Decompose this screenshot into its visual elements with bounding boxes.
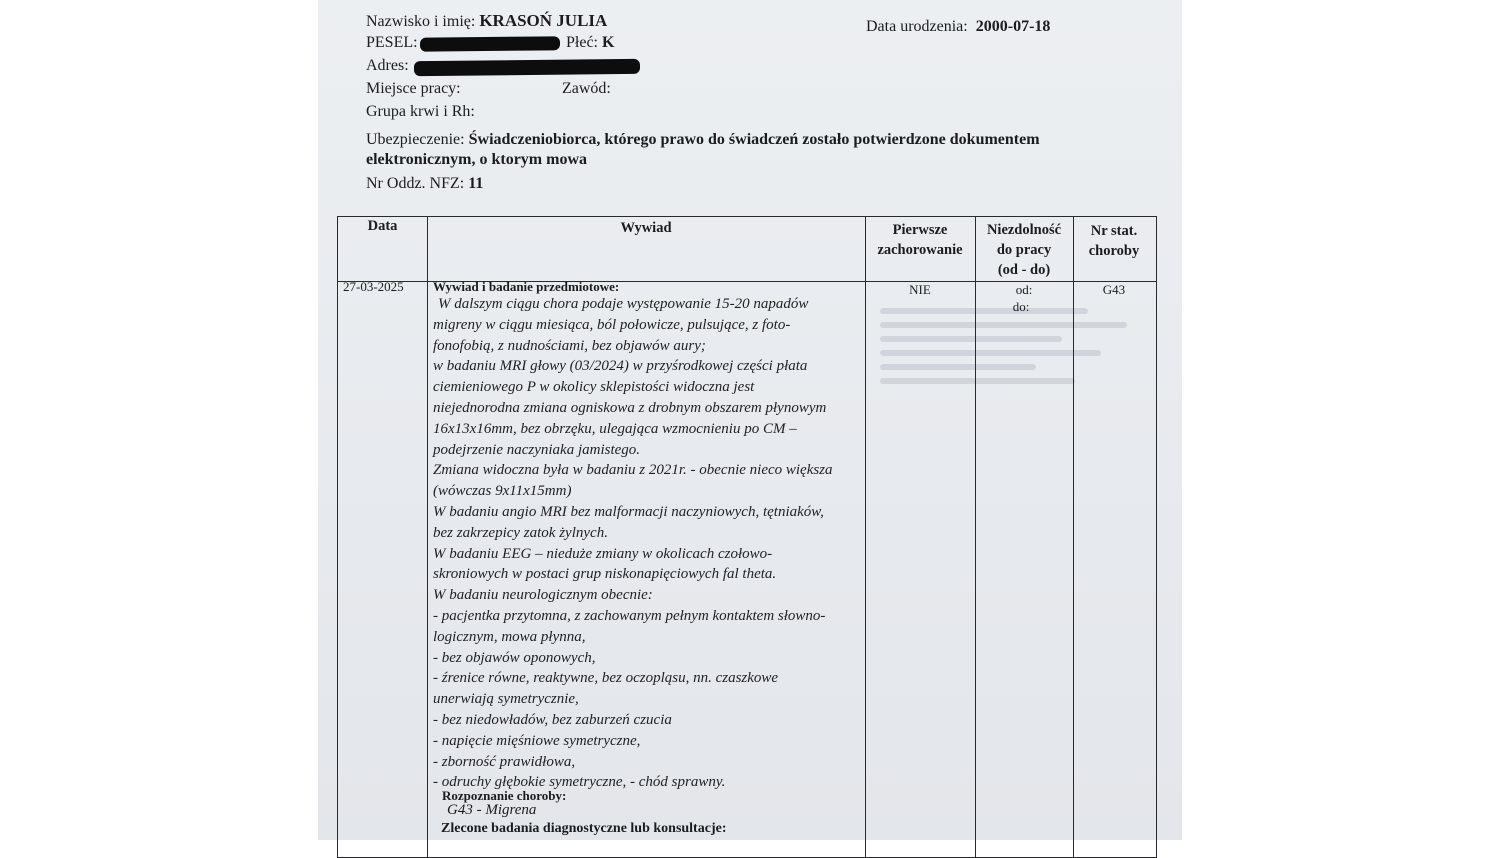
stat-code-value: G43 — [1102, 282, 1126, 297]
header-stat-number — [1073, 221, 1155, 261]
header-stat-line2: choroby — [1088, 243, 1140, 259]
occupation-label: Zawód: — [562, 80, 611, 97]
history-line: ciemieniowego P w okolicy sklepistości widoczna jest — [433, 379, 755, 396]
header-incapacity — [975, 220, 1073, 280]
history-line: - napięcie mięśniowe symetryczne, — [433, 732, 641, 749]
column-divider — [1073, 217, 1074, 857]
diagnosis-value: G43 - Migrena — [447, 802, 537, 818]
history-line: unerwiają symetrycznie, — [433, 691, 579, 708]
patient-name: KRASOŃ JULIA — [479, 11, 608, 30]
nfz-row — [366, 175, 483, 193]
history-line: logicznym, mowa płynna, — [433, 628, 586, 645]
first-illness-value: NIE — [909, 282, 931, 297]
header-incapacity-line1: Niezdolność — [986, 222, 1062, 238]
header-first-illness — [865, 220, 975, 260]
incapacity-from-label: od: — [1015, 282, 1033, 297]
name-row — [366, 11, 607, 31]
blood-group-label: Grupa krwi i Rh: — [366, 103, 475, 120]
header-incapacity-line2: do pracy — [996, 242, 1052, 258]
header-date: Data — [367, 218, 398, 234]
header-incapacity-line3: (od - do) — [997, 262, 1051, 278]
history-line: w badaniu MRI głowy (03/2024) w przyśrodkowej części płata — [433, 358, 808, 375]
insurance-value-line2: elektronicznym, o ktorym mowa — [366, 151, 587, 168]
column-divider — [427, 217, 428, 857]
insurance-label: Ubezpieczenie: — [366, 131, 465, 148]
history-line: 16x13x16mm, bez obrzęku, ulegająca wzmocnieniu po CM – — [433, 420, 797, 437]
address-label: Adres: — [366, 57, 409, 74]
history-body — [433, 294, 863, 793]
header-first-illness-line1: Pierwsze — [892, 222, 948, 238]
history-line: - zborność prawidłowa, — [433, 753, 576, 770]
history-line: W badaniu EEG – nieduże zmiany w okolicach czołowo- — [433, 545, 773, 562]
workplace-label: Miejsce pracy: — [366, 80, 461, 97]
dob-value: 2000-07-18 — [975, 18, 1051, 35]
header-first-illness-line2: zachorowanie — [877, 242, 963, 258]
history-line: - bez niedowładów, bez zaburzeń czucia — [433, 711, 672, 728]
column-divider — [865, 217, 866, 857]
row-date: 27-03-2025 — [343, 279, 404, 294]
nfz-label: Nr Oddz. NFZ: — [366, 175, 465, 192]
history-line: - odruchy głębokie symetryczne, - chód sprawny. — [433, 774, 726, 791]
history-line: W badaniu angio MRI bez malformacji naczyniowych, tętniaków, — [433, 503, 824, 520]
header-stat-line1: Nr stat. — [1090, 223, 1138, 239]
history-line: - źrenice równe, reaktywne, bez oczopląsu, nn. czaszkowe — [433, 670, 779, 687]
name-label: Nazwisko i imię: — [366, 13, 476, 30]
nfz-value: 11 — [468, 175, 484, 192]
header-history: Wywiad — [620, 220, 672, 236]
dob-label: Data urodzenia: — [866, 18, 968, 35]
history-line: W badaniu neurologicznym obecnie: — [433, 587, 653, 604]
diagnosis-title: Rozpoznanie choroby: — [442, 788, 567, 803]
history-line: podejrzenie naczyniaka jamistego. — [433, 441, 641, 458]
history-line: bez zakrzepicy zatok żylnych. — [433, 524, 608, 541]
history-line: W dalszym ciągu chora podaje występowanie 15-20 napadów — [438, 296, 809, 312]
insurance-value-line1: Świadczeniobiorca, którego prawo do świadczeń zostało potwierdzone dokumentem — [468, 131, 1040, 148]
address-redaction — [414, 59, 640, 76]
history-line: niejednorodna zmiana ogniskowa z drobnym obszarem płynowym — [433, 399, 827, 416]
history-line: Zmiana widoczna była w badaniu z 2021r. - obecnie nieco większa — [433, 462, 833, 479]
history-line: migreny w ciągu miesiąca, ból połowicze, pulsujące, z foto- — [433, 316, 791, 333]
history-line: - pacjentka przytomna, z zachowanym pełnym kontaktem słowno- — [433, 607, 826, 624]
orders-title: Zlecone badania diagnostyczne lub konsultacje: — [441, 821, 727, 836]
insurance-row — [366, 131, 1040, 149]
history-title: Wywiad i badanie przedmiotowe: — [433, 279, 620, 294]
history-line: fonofobią, z nudnościami, bez objawów aury; — [433, 337, 706, 354]
dob-row — [866, 18, 1050, 36]
history-line: skroniowych w postaci grup niskonapięciowych fal theta. — [433, 566, 777, 583]
incapacity-to-label: do: — [1012, 299, 1030, 314]
sex-row — [566, 34, 614, 52]
pesel-label: PESEL: — [366, 34, 418, 51]
pesel-redaction — [420, 36, 560, 51]
patient-sex: K — [602, 34, 615, 51]
history-line: (wówczas 9x11x15mm) — [433, 483, 572, 500]
history-line: - bez objawów oponowych, — [433, 649, 596, 666]
sex-label: Płeć: — [566, 34, 598, 51]
